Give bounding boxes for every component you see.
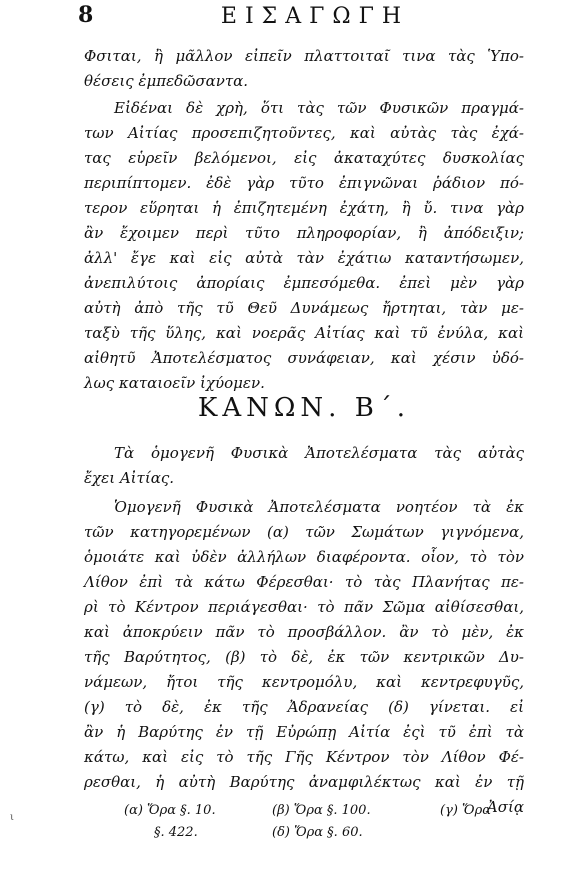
- text-line: αὐτὴ ἀπὸ τῆς τῦ Θεῦ Δυνάμεως ἤρτηται, τὰν με-: [84, 299, 524, 317]
- text-line: θέσεις ἐμπεδῶσαντα.: [84, 72, 249, 90]
- text-line: ἂν ἔχοιμεν περὶ τῦτο πληροφορίαν, ἢ ἀπόδειξιν;: [84, 224, 524, 242]
- text-line: ταξὺ τῆς ὕλης, καὶ νοερᾶς Αἰτίας καὶ τῦ ἐνύλα, καὶ: [84, 324, 524, 342]
- text-line: αἰθητῦ Ἀποτελέσματος συνάφειαν, καὶ χέσιν ὐδό-: [84, 349, 524, 367]
- text-line: νάμεων, ἤτοι τῆς κεντρομόλυ, καὶ κεντρεφυγῦς,: [84, 673, 524, 691]
- text-line: ὁμοιάτε καὶ ὐδὲν ἀλλήλων διαφέροντα. οἷον, τὸ τὸν: [84, 548, 524, 566]
- text-line: λως καταιοεῖν ἰχύομεν.: [84, 374, 265, 392]
- text-line: Λίθον ἐπὶ τὰ κάτω Φέρεσθαι· τὸ τὰς Πλανήτας πε-: [84, 573, 524, 591]
- footnote-c: (γ) Ὅρα: [440, 803, 491, 818]
- canon-statement: [84, 441, 524, 491]
- text-line: τας εὑρεῖν βελόμενοι, εἰς ἀκαταχύτες δυσκολίας: [84, 149, 524, 167]
- text-line: καὶ ἀποκρύειν πᾶν τὸ προσβάλλον. ἂν τὸ μὲν, ἐκ: [84, 623, 524, 641]
- page-number: 8: [78, 2, 94, 28]
- text-line: Φσιται, ἢ μᾶλλον εἰπεῖν πλαττοιταῖ τινα τὰς Ὑπο-: [84, 47, 524, 65]
- canon-paragraph: [84, 495, 524, 820]
- text-line: τῶν κατηγορεμένων (α) τῶν Σωμάτων γιγνόμενα,: [84, 523, 524, 541]
- canon-heading: ΚΑΝΩΝ. Β΄.: [197, 393, 411, 423]
- text-line: ἀλλ' ἔγε καὶ εἰς αὐτὰ τὰν ἐχάτιω καταντήσωμεν,: [84, 249, 524, 267]
- text-line: ἀνεπιλύτοις ἀπορίαις ἐμπεσόμεθα. ἐπεὶ μὲν γὰρ: [84, 274, 524, 292]
- text-line: (γ) τὸ δὲ, ἐκ τῆς Ἀδρανείας (δ) γίνεται. εἰ: [84, 698, 524, 716]
- first-paragraph: [84, 96, 524, 396]
- text-line: Ὁμογενῆ Φυσικὰ Ἀποτελέσματα νοητέον τὰ ἐκ: [114, 498, 524, 516]
- text-line: περιπίπτομεν. ἐδὲ γὰρ τῦτο ἐπιγνῶναι ῥάδιον πό-: [84, 174, 524, 192]
- footnote-c-continued: §. 422.: [154, 825, 198, 840]
- text-line: Τὰ ὁμογενῆ Φυσικὰ Ἀποτελέσματα τὰς αὐτὰς: [114, 444, 524, 462]
- text-line: ρὶ τὸ Κέντρον περιάγεσθαι· τὸ πᾶν Σῶμα αἰθίσεσθαι,: [84, 598, 524, 616]
- text-line: ρεσθαι, ἡ αὐτὴ Βαρύτης ἀναμφιλέκτως καὶ ἐν τῇ: [84, 773, 524, 791]
- running-head: ΕΙΣΑΓΩΓΗ: [220, 4, 410, 29]
- footnote-row: [124, 800, 524, 822]
- footnote-b: (β) Ὅρα §. 100.: [272, 803, 371, 818]
- footnote-d: (δ) Ὅρα §. 60.: [272, 825, 363, 840]
- catchword: Ἀσίᾳ: [486, 798, 524, 816]
- text-line: τῆς Βαρύτητος, (β) τὸ δὲ, ἐκ τῶν κεντρικῶν Δυ-: [84, 648, 524, 666]
- footnotes: [124, 800, 524, 844]
- footnote-a: (α) Ὅρα §. 10.: [124, 803, 216, 818]
- text-line: των Αἰτίας προσεπιζητοῦντες, καὶ αὐτὰς τὰς ἐχά-: [84, 124, 524, 142]
- text-line: κάτω, καὶ εἰς τὸ τῆς Γῆς Κέντρον τὸν Λίθον Φέ-: [84, 748, 524, 766]
- footnote-row: [124, 822, 524, 844]
- text-line: Εἰδέναι δὲ χρὴ, ὅτι τὰς τῶν Φυσικῶν πραγμά-: [114, 99, 524, 117]
- text-line: ἔχει Αἰτίας.: [84, 469, 175, 487]
- intro-paragraph: [84, 44, 524, 94]
- margin-mark: ι: [10, 812, 14, 823]
- text-line: ἂν ἡ Βαρύτης ἐν τῇ Εὐρώπῃ Αἰτία ἐςὶ τῦ ἐπὶ τὰ: [84, 723, 524, 741]
- text-line: τερον εὕρηται ἡ ἐπιζητεμένη ἐχάτη, ἢ ὔ. τινα γὰρ: [84, 199, 524, 217]
